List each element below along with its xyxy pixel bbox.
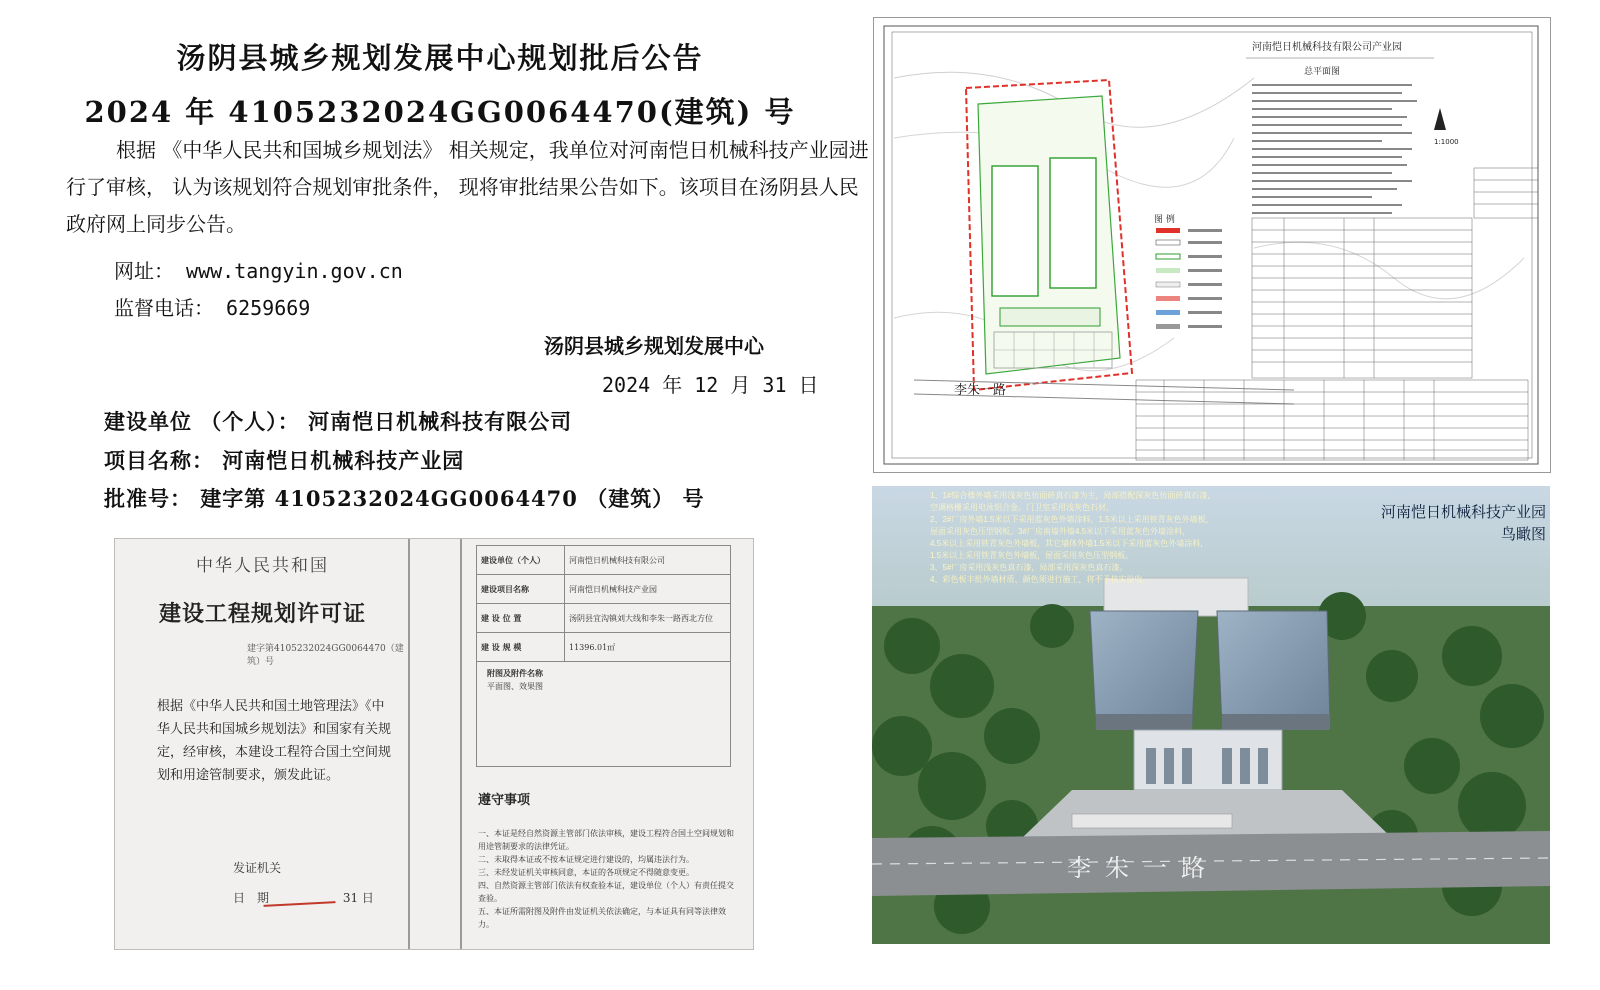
notice-website: 网址： www.tangyin.gov.cn: [114, 259, 403, 283]
permit-right-page: [460, 539, 754, 949]
notice-date: 2024 年 12 月 31 日: [602, 373, 819, 397]
site-company-title: 河南恺日机械科技有限公司产业园: [1252, 42, 1402, 53]
table-value: 11396.01㎡: [565, 633, 731, 662]
notice-approval: 批准号： 建字第 4105232024GG0064470 （建筑） 号: [104, 486, 705, 511]
notice-title: 汤阴县城乡规划发展中心规划批后公告: [176, 41, 704, 75]
table-key: 建设单位（个人）: [477, 546, 565, 575]
attachments-label: 附图及附件名称: [487, 668, 543, 678]
aerial-road-label: 李朱一路: [1067, 855, 1219, 882]
note-line: 1.5米以上采用铁青灰色外墙板，屋面采用灰色压型钢板。: [930, 551, 1134, 560]
table-key: 建 设 位 置: [477, 604, 565, 633]
aerial-title: [1381, 502, 1546, 546]
aerial-title-line2: 鸟瞰图: [1500, 526, 1546, 543]
notice-phone: 监督电话： 6259669: [114, 296, 311, 320]
note-line: 4.5米以上采用铁青灰色外墙板，其它墙体外墙1.5米以下采用蓝灰色外墙涂料，: [930, 539, 1209, 548]
table-row: [477, 575, 731, 604]
permit-date-tail: 31 日: [342, 891, 374, 905]
notice-paragraph: 根据 《中华人民共和国城乡规划法》 相关规定，我单位对河南恺日机械科技产业园进行了审核， 认为该规划符合规划审批条件， 现将审批结果公告如下。该项目在汤阴县人民政府网上同步公告。: [66, 138, 869, 236]
office-building: [1000, 308, 1100, 326]
factory-hall-right: [1217, 611, 1330, 726]
notice-project: 项目名称： 河南恺日机械科技产业园: [104, 448, 465, 473]
attachments-value: 平面图、效果图: [487, 682, 543, 691]
permit-title: 建设工程规划许可证: [158, 601, 366, 627]
plant-building-2: [992, 166, 1038, 296]
note-line: 空调格栅采用电泳铝合金。门卫室采用浅灰色石材。: [930, 503, 1114, 512]
notice-number: 2024 年 4105232024GG0064470(建筑) 号: [84, 95, 796, 129]
note-line: 3、5#厂房采用浅灰色真石漆，局部采用深灰色真石漆。: [930, 563, 1128, 572]
permit-date: [233, 889, 374, 906]
north-arrow-icon: [1434, 108, 1446, 130]
rules-title: 遵守事项: [478, 793, 531, 808]
rule-item: 一、本证是经自然资源主管部门依法审核，建设工程符合国土空间规划和用途管制要求的法律凭证。: [478, 829, 734, 851]
aerial-rendering: [872, 486, 1550, 944]
permit-table: [476, 545, 731, 662]
aerial-title-line1: 河南恺日机械科技产业园: [1380, 504, 1546, 521]
table-row: [477, 546, 731, 575]
permit-issuer-label: 发证机关: [233, 861, 282, 875]
permit-date-label: 日 期: [233, 891, 270, 905]
rules-list: [478, 827, 738, 931]
note-line: 4、彩色板丰批外墙材质、颜色须进行施工，将不予核实验收。: [930, 575, 1151, 584]
aerial-notes: [930, 490, 1300, 586]
permit-number: 建字第4105232024GG0064470（建筑）号: [247, 644, 404, 667]
site-plan-svg: [874, 18, 1550, 472]
permit-country: 中华人民共和国: [196, 556, 329, 576]
site-subtitle: 总平面图: [1304, 67, 1341, 77]
note-line: 屋面采用灰色压型钢板。3#厂房南墙外墙4.5米以下采用蓝灰色外墙涂料，: [930, 527, 1191, 536]
rule-item: 三、未经发证机关审核同意，本证的各项规定不得随意变更。: [478, 868, 694, 877]
table-key: 建 设 规 模: [477, 633, 565, 662]
rule-item: 五、本证所需附图及附件由发证机关依法确定，与本证具有同等法律效力。: [478, 907, 726, 929]
permit-scan: [114, 538, 754, 950]
permit-left-page: [115, 539, 410, 949]
site-scale: 1:1000: [1434, 138, 1459, 146]
notice-issuer: 汤阴县城乡规划发展中心: [544, 334, 764, 358]
notice-unit: 建设单位 （个人）： 河南恺日机械科技有限公司: [104, 409, 573, 434]
table-row: [477, 604, 731, 633]
table-value: 河南恺日机械科技产业园: [565, 575, 731, 604]
note-line: 1、1#综合楼外墙采用浅灰色仿面砖真石漆为主，局部搭配深灰色仿面砖真石漆，: [930, 491, 1216, 500]
site-plan-drawing: [873, 17, 1551, 473]
site-road-label: 李朱一路: [954, 383, 1007, 398]
permit-attachments: [476, 661, 731, 767]
rule-item: 二、未取得本证或不按本证规定进行建设的，均属违法行为。: [478, 855, 694, 864]
table-value: 河南恺日机械科技有限公司: [565, 546, 731, 575]
gate: [1072, 814, 1232, 828]
rule-item: 四、自然资源主管部门依法有权查验本证，建设单位（个人）有责任提交查验。: [478, 881, 734, 903]
table-key: 建设项目名称: [477, 575, 565, 604]
legend-title: 图 例: [1154, 215, 1175, 225]
plant-building-3: [1050, 158, 1096, 288]
permit-body: 根据《中华人民共和国土地管理法》《中华人民共和国城乡规划法》和国家有关规定，经审核，本建设工程符合国土空间规划和用途管制要求，颁发此证。: [157, 699, 392, 783]
table-value: 汤阴县宜沟镇刘大线和李朱一路西北方位: [565, 604, 731, 633]
factory-hall-left: [1090, 611, 1198, 726]
table-row: [477, 633, 731, 662]
note-line: 2、2#厂房外墙1.5米以下采用蓝灰色外墙涂料，1.5米以上采用铁青灰色外墙板，: [930, 515, 1214, 524]
